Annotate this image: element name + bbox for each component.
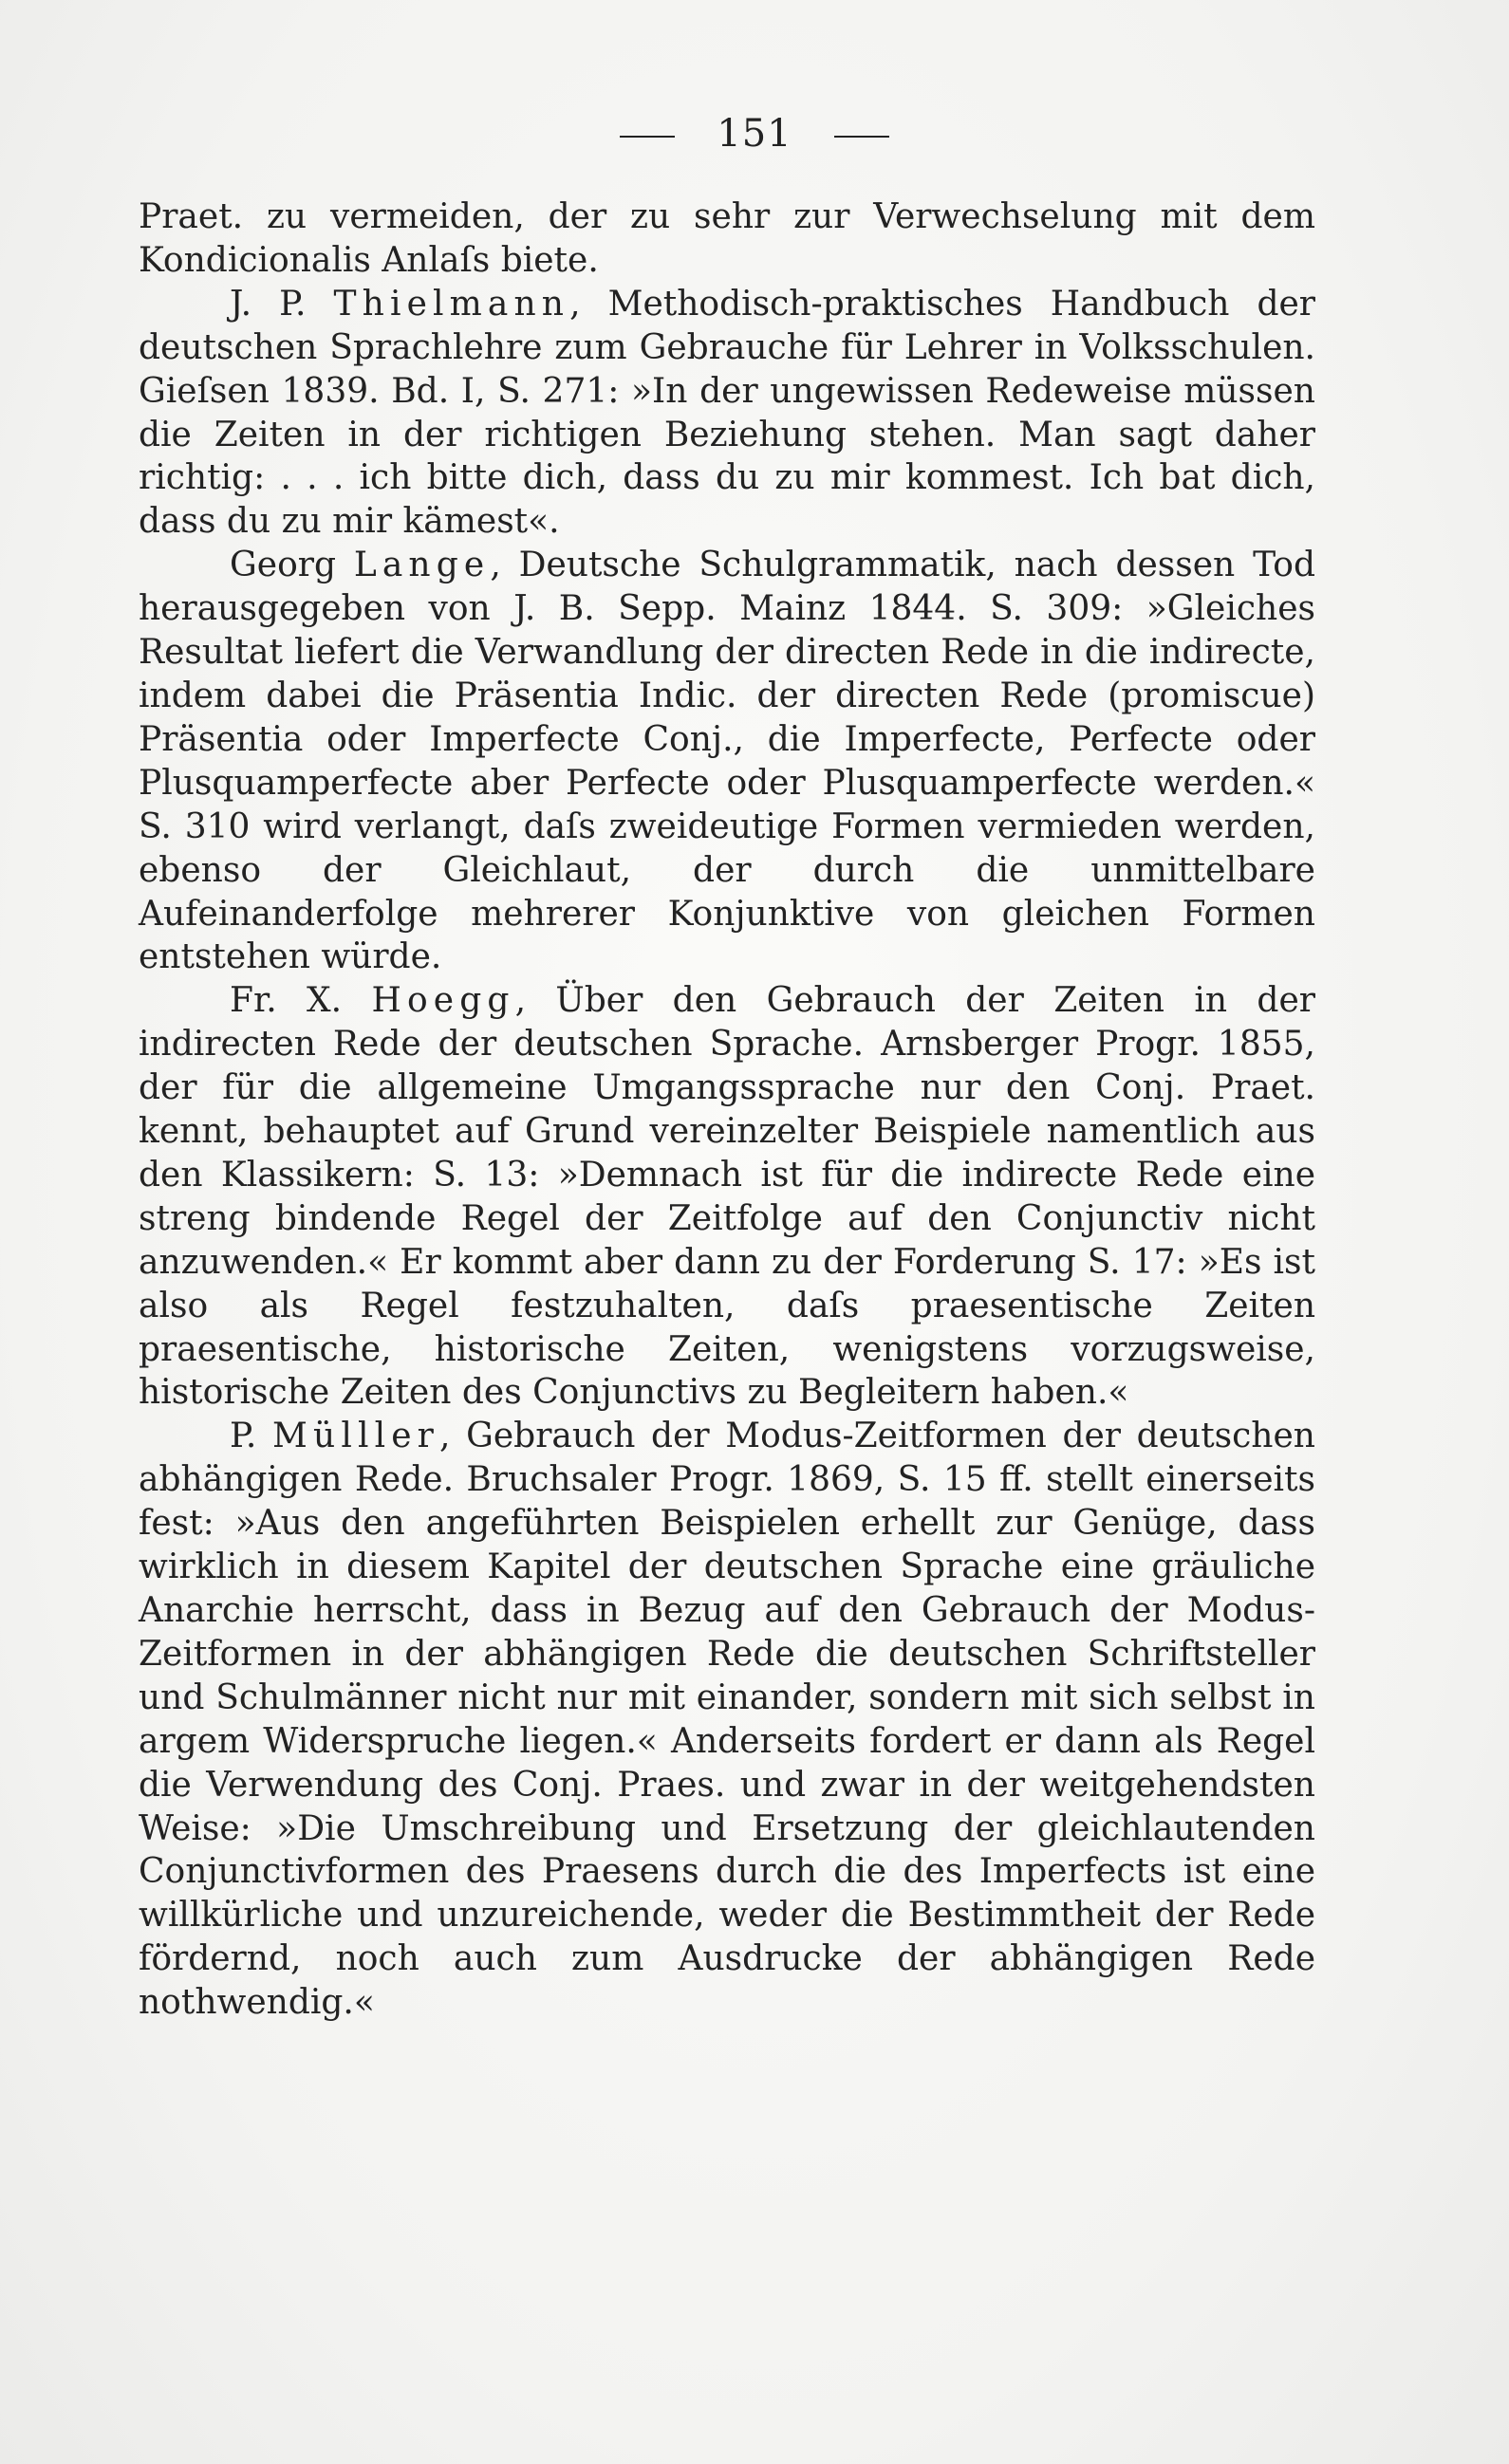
paragraph-text: , Über den Gebrauch der Zeiten in der indirecten Rede der deutschen Sprache. Arnsberger Progr. 1855, der für die allgemeine Umgangssprache nur den Conj. Praet. kennt, behauptet auf Grund vereinzelter Beispiele namentlich aus den Klassikern: S. 13: »Demnach ist für die indirecte Rede eine streng bindende Regel der Zeitfolge auf den Conjunctiv nicht anzuwenden.« Er kommt aber dann zu der Forderung S. 17: »Es ist also als Regel festzuhalten, daſs praesentische Zeiten praesentische, historische Zeiten, wenigstens vorzugsweise, historische Zeiten des Conjunctivs zu Begleitern haben.« (139, 981, 1315, 1413)
paragraph-text: , Gebrauch der Modus-Zeitformen der deutschen abhängigen Rede. Bruchsaler Progr. 1869, S. 15 ff. stellt einerseits fest: »Aus den angeführten Beispielen erhellt zur Genüge, dass wirklich in diesem Kapitel der deutschen Sprache eine gräuliche Anarchie herrscht, dass in Bezug auf den Gebrauch der Modus-Zeitformen in der abhängigen Rede die deutschen Schriftsteller und Schulmänner nicht nur mit einander, sondern mit sich selbst in argem Widerspruche liegen.« Anderseits fordert er dann als Regel die Verwendung des Conj. Praes. und zwar in der weitgehendsten Weise: »Die Umschreibung und Ersetzung der gleichlautenden Conjunctivformen des Praesens durch die des Imperfects ist eine willkürliche und unzureichende, weder die Bestimmtheit der Rede fördernd, noch auch zum Ausdrucke der abhängigen Rede nothwendig.« (139, 1417, 1315, 2023)
page-number: 151 (717, 112, 792, 156)
citation-prefix: Georg (230, 546, 354, 585)
paragraph-text: , Deutsche Schulgrammatik, nach dessen Tod herausgegeben von J. B. Sepp. Mainz 1844. S. 309: »Gleiches Resultat liefert die Verwandlung der directen Rede in die indirecte, indem dabei die Präsentia Indic. der directen Rede (promiscue) Präsentia oder Imperfecte Conj., die Imperfecte, Perfecte oder Plusquamperfecte aber Perfecte oder Plusquamperfecte werden.« S. 310 wird verlangt, daſs zweideutige Formen vermieden werden, ebenso der Gleichlaut, der durch die unmittelbare Aufeinanderfolge mehrerer Konjunktive von gleichen Formen entstehen würde. (139, 546, 1315, 977)
paragraph-lange (139, 544, 1315, 979)
citation-prefix: J. P. (230, 284, 334, 324)
header-dash-left (620, 136, 675, 138)
citation-prefix: P. (230, 1417, 273, 1456)
page-header (0, 112, 1509, 156)
paragraph-thielmann (139, 283, 1315, 544)
author-name: Lange (353, 546, 491, 585)
paragraph-text: Praet. zu vermeiden, der zu sehr zur Verwechselung mit dem Kondicionalis Anlaſs biete. (139, 197, 1315, 280)
author-name: Hoegg (371, 981, 515, 1021)
header-dash-right (834, 136, 889, 138)
paragraph-mueller (139, 1415, 1315, 2025)
body-text (139, 195, 1315, 2025)
author-name: Mülller (272, 1417, 439, 1456)
author-name: Thielmann (333, 284, 570, 324)
citation-prefix: Fr. X. (230, 981, 372, 1021)
paragraph-hoegg (139, 979, 1315, 1415)
paragraph-text: , Methodisch-praktisches Handbuch der deutschen Sprachlehre zum Gebrauche für Lehrer in Volksschulen. Gieſsen 1839. Bd. I, S. 271: »In der ungewissen Redeweise müssen die Zeiten in der richtigen Beziehung stehen. Man sagt daher richtig: . . . ich bitte dich, dass du zu mir kommest. Ich bat dich, dass du zu mir kämest«. (139, 284, 1316, 542)
paragraph-continuation (139, 195, 1315, 283)
